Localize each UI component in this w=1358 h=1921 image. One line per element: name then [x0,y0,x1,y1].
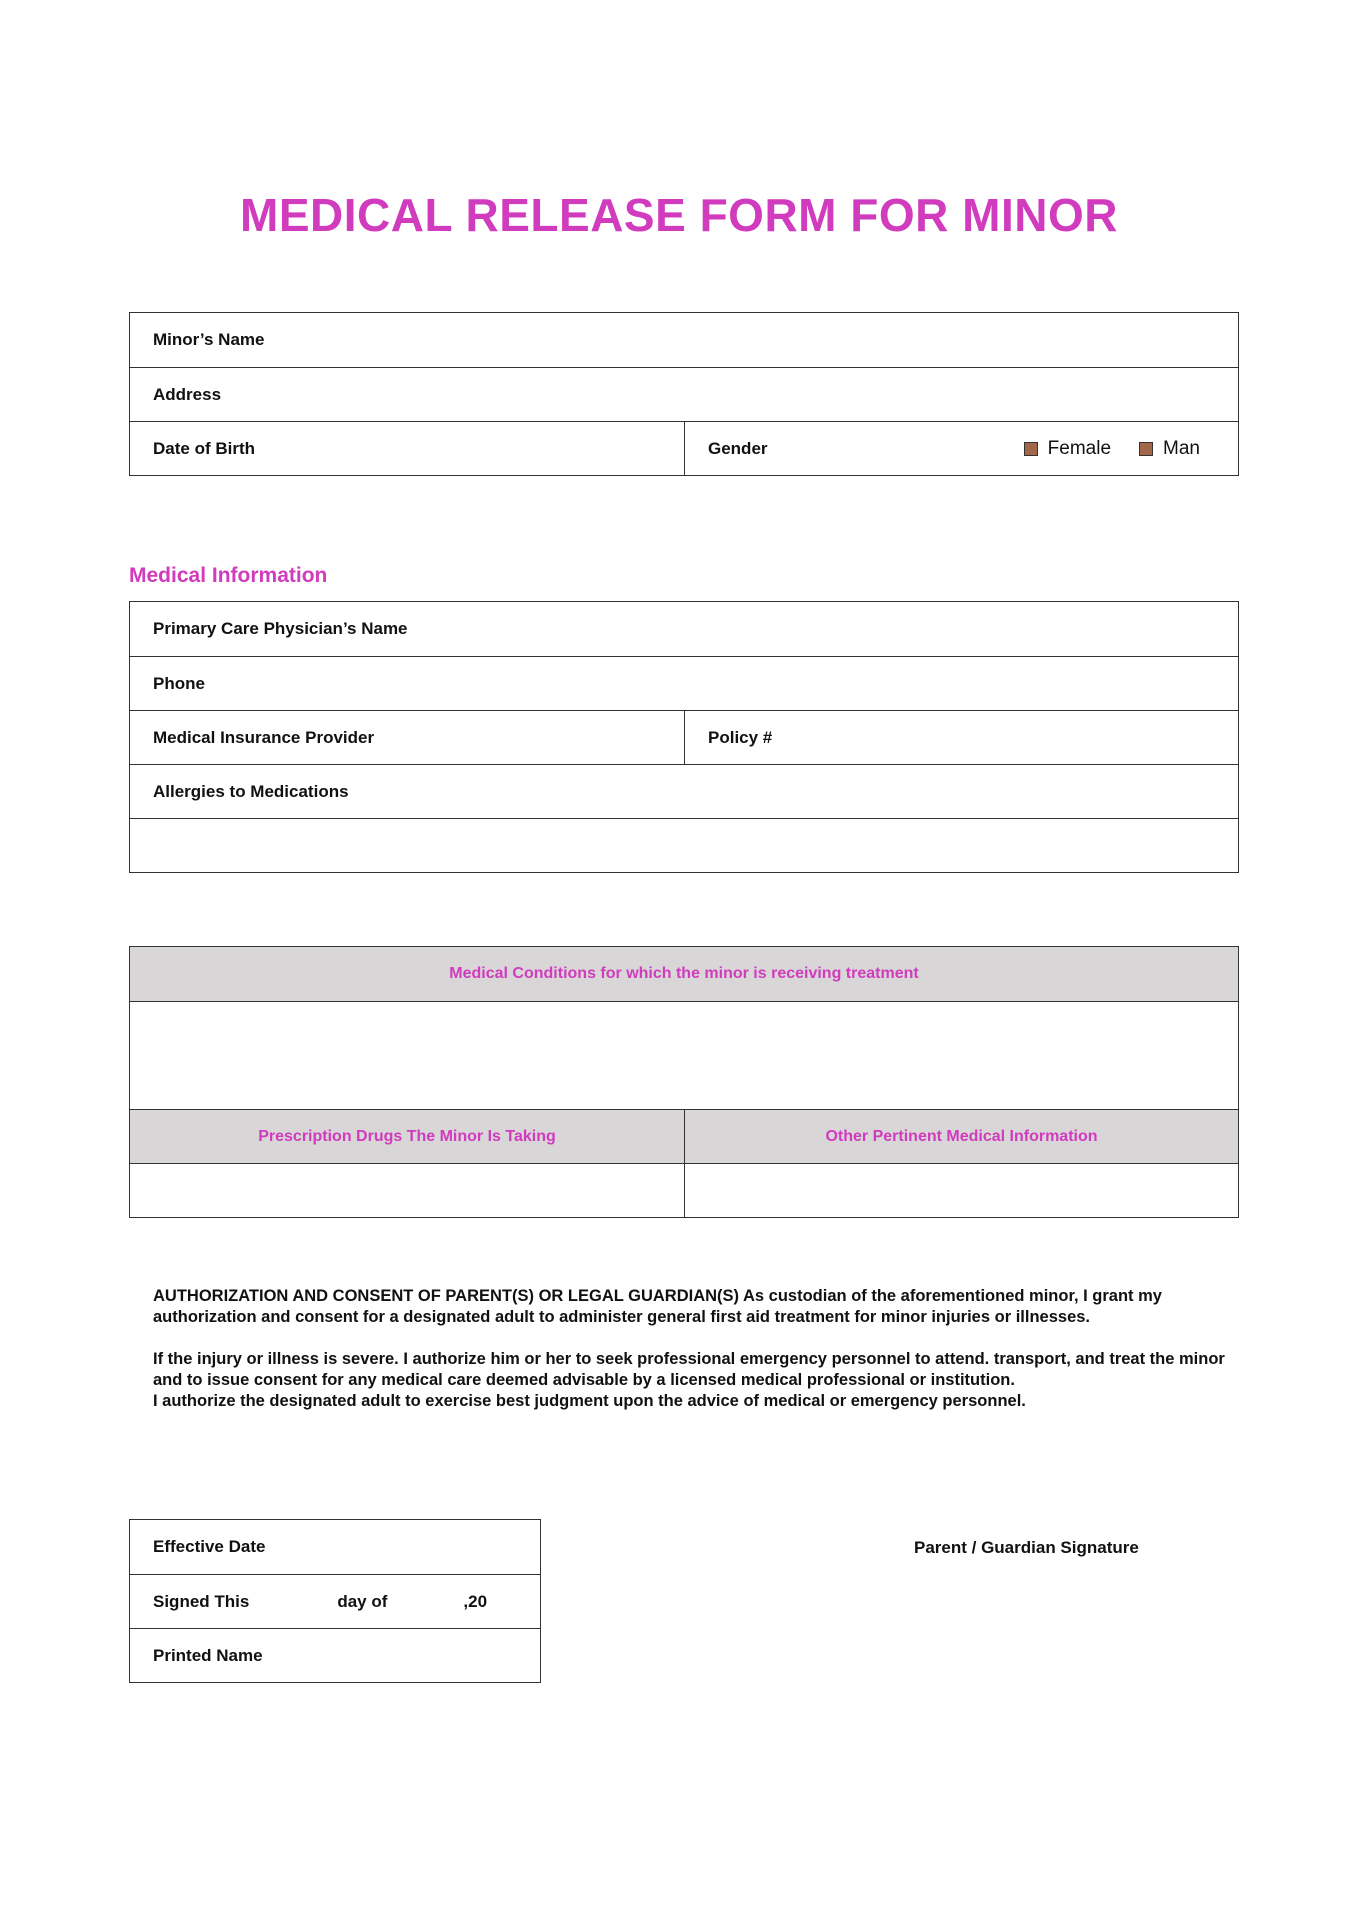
personal-info-table [129,312,1239,476]
dob-label: Date of Birth [153,438,255,458]
parent-signature-label: Parent / Guardian Signature [914,1538,1139,1557]
printed-name-field[interactable] [130,1629,540,1682]
drugs-entry-row [130,1163,1238,1217]
phone-label: Phone [153,673,205,693]
conditions-header [130,947,1238,1001]
effective-date-row [130,1520,540,1574]
minor-name-row [130,313,1238,367]
female-checkbox[interactable] [1024,442,1038,456]
signed-this-row [130,1574,540,1628]
man-checkbox[interactable] [1139,442,1153,456]
female-label: Female [1047,437,1112,459]
insurance-label: Medical Insurance Provider [153,727,375,747]
prescription-entry-field[interactable] [130,1164,684,1217]
effective-date-field[interactable] [130,1520,540,1574]
conditions-header-label: Medical Conditions for which the minor is receiving treatment [449,965,919,982]
day-of-label: day of [337,1591,388,1611]
allergies-field[interactable] [130,765,1238,818]
allergies-row [130,764,1238,818]
other-info-header [684,1110,1238,1163]
prescription-header-label: Prescription Drugs The Minor Is Taking [258,1127,556,1145]
dob-gender-row [130,421,1238,475]
minor-name-label: Minor’s Name [153,330,265,349]
insurance-row [130,710,1238,764]
allergies-label: Allergies to Medications [153,781,349,801]
dob-field[interactable] [130,422,684,475]
conditions-table [129,946,1239,1218]
medical-information-heading: Medical Information [129,564,328,587]
gender-option-man[interactable] [1139,438,1200,460]
phone-row [130,656,1238,710]
drugs-header-row [130,1109,1238,1163]
signature-table [129,1519,541,1683]
signed-this-field[interactable] [130,1575,540,1628]
man-label: Man [1163,437,1200,459]
year-label: ,20 [463,1591,488,1611]
medical-info-table [129,601,1239,873]
policy-label: Policy # [708,727,773,747]
form-title: MEDICAL RELEASE FORM FOR MINOR [240,189,1118,241]
phone-field[interactable] [130,657,1238,710]
prescription-header [130,1110,684,1163]
consent-paragraph-2: If the injury or illness is severe. I authorize him or her to seek professional emergency personnel to attend. transport, and treat the minor and to issue consent for any medical care deemed advisable by a licensed medical professional or institution. [153,1350,1225,1389]
physician-row [130,602,1238,656]
consent-paragraph-1: AUTHORIZATION AND CONSENT OF PARENT(S) OR LEGAL GUARDIAN(S) As custodian of the aforementioned minor, I grant my authorization and consent for a designated adult to administer general first aid treatment for minor injuries or illnesses. [153,1287,1162,1326]
allergies-entry-row [130,818,1238,872]
address-field[interactable] [130,368,1238,421]
conditions-entry-field[interactable] [130,1002,1238,1109]
other-info-header-label: Other Pertinent Medical Information [825,1127,1098,1145]
gender-options [1024,438,1238,460]
minor-name-field[interactable] [130,313,1238,367]
other-info-entry-field[interactable] [684,1164,1238,1217]
physician-label: Primary Care Physician’s Name [153,619,408,638]
allergies-entry-field[interactable] [130,819,1238,872]
conditions-header-row [130,947,1238,1001]
gender-label: Gender [708,438,768,458]
physician-field[interactable] [130,602,1238,656]
insurance-field[interactable] [130,711,684,764]
signed-this-label: Signed This [153,1591,250,1611]
address-label: Address [153,384,222,404]
printed-name-row [130,1628,540,1682]
policy-field[interactable] [684,711,1238,764]
gender-field [684,422,1238,475]
gender-option-female[interactable] [1024,438,1111,460]
conditions-entry-row [130,1001,1238,1109]
printed-name-label: Printed Name [153,1645,263,1665]
consent-paragraph-3: I authorize the designated adult to exercise best judgment upon the advice of medical or emergency personnel. [153,1392,1026,1410]
effective-date-label: Effective Date [153,1537,266,1556]
address-row [130,367,1238,421]
consent-text [153,1286,1243,1412]
